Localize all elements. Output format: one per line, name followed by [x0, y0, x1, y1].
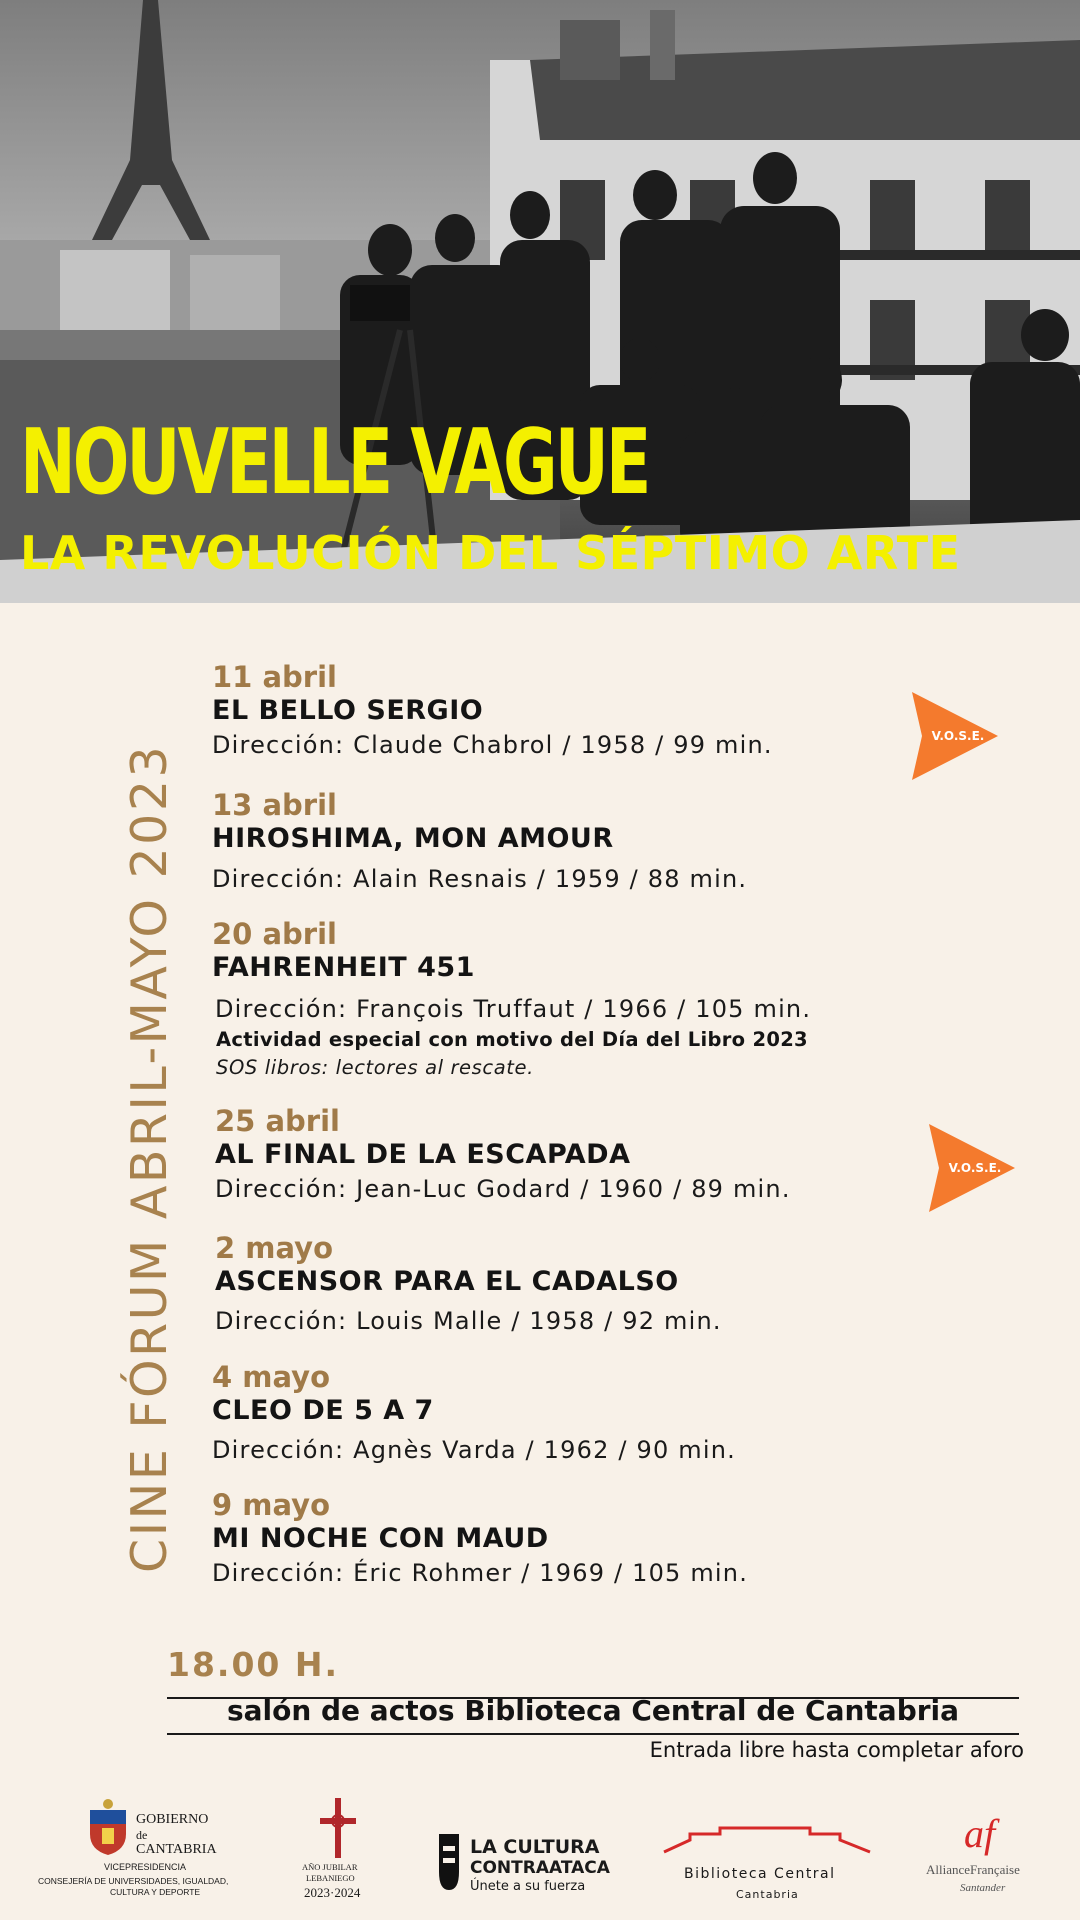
program-date: 13 abril: [212, 788, 337, 822]
venue-rule-bottom: [167, 1733, 1019, 1735]
program-film-title: HIROSHIMA, MON AMOUR: [212, 823, 614, 854]
program-item-4: [215, 1104, 895, 1206]
program-item-3: [212, 917, 892, 1082]
program-direction: Dirección: Agnès Varda / 1962 / 90 min.: [212, 1436, 736, 1464]
program-date: 9 mayo: [212, 1488, 330, 1522]
program-date: 2 mayo: [215, 1231, 333, 1265]
program-date: 4 mayo: [212, 1360, 330, 1394]
entry-note: Entrada libre hasta completar aforo: [649, 1738, 1024, 1762]
program-special-note: Actividad especial con motivo del Día del Libro 2023: [216, 1028, 808, 1051]
program-film-title: FAHRENHEIT 451: [212, 952, 475, 983]
program-item-7: [212, 1488, 892, 1590]
cultura-contraataca-logo: LA CULTURA CONTRAATACA Únete a su fuerza: [436, 1834, 616, 1894]
program-item-2: [212, 788, 892, 896]
venue: salón de actos Biblioteca Central de Cantabria: [226, 1694, 960, 1727]
af-mark: af: [964, 1811, 996, 1856]
vose-badge: [912, 692, 998, 780]
program-date: 11 abril: [212, 660, 337, 694]
biblioteca-central-logo: Biblioteca Central Cantabria: [660, 1826, 880, 1906]
vose-badge: [929, 1124, 1015, 1212]
program-direction: Dirección: Éric Rohmer / 1969 / 105 min.: [212, 1559, 749, 1587]
program-date: 25 abril: [215, 1104, 340, 1138]
coat-of-arms-icon: [86, 1798, 130, 1856]
program-film-title: ASCENSOR PARA EL CADALSO: [215, 1266, 679, 1297]
program-item-6: [212, 1360, 892, 1467]
program-film-title: AL FINAL DE LA ESCAPADA: [215, 1139, 631, 1170]
program-film-title: CLEO DE 5 A 7: [212, 1395, 434, 1426]
cross-icon: [318, 1798, 358, 1858]
program-direction: Dirección: François Truffaut / 1966 / 105 min.: [215, 995, 812, 1023]
alliance-francaise-logo: af AllianceFrançaise Santander: [926, 1811, 1020, 1894]
vose-label: V.O.S.E.: [931, 729, 985, 743]
ano-jubilar-logo: AÑO JUBILAR LEBANIEGO 2023·2024: [296, 1798, 386, 1908]
program-item-1: [212, 660, 892, 762]
program-item-5: [215, 1231, 895, 1338]
program-direction: Dirección: Alain Resnais / 1959 / 88 min.: [212, 865, 748, 893]
hero-subtitle: LA REVOLUCIÓN DEL SÉPTIMO ARTE: [20, 526, 961, 580]
mask-icon: [436, 1834, 462, 1890]
session-time: 18.00 H.: [167, 1645, 340, 1684]
program-direction: Dirección: Louis Malle / 1958 / 92 min.: [215, 1307, 722, 1335]
vose-label: V.O.S.E.: [948, 1161, 1002, 1175]
program-date: 20 abril: [212, 917, 337, 951]
program-film-title: MI NOCHE CON MAUD: [212, 1523, 549, 1554]
hero-title: NOUVELLE VAGUE: [20, 410, 649, 515]
hero-photo: [0, 0, 1080, 603]
program-special-subnote: SOS libros: lectores al rescate.: [216, 1056, 534, 1079]
building-outline-icon: [660, 1826, 880, 1860]
gobierno-cantabria-logo: GOBIERNO de CANTABRIA VICEPRESIDENCIA CONSEJERÍA DE UNIVERSIDADES, IGUALDAD, CULTURA Y DEPORTE: [36, 1798, 266, 1908]
side-title: CINE FÓRUM ABRIL-MAYO 2023: [121, 743, 178, 1573]
program-film-title: EL BELLO SERGIO: [212, 695, 484, 726]
program-direction: Dirección: Claude Chabrol / 1958 / 99 min.: [212, 731, 773, 759]
program-direction: Dirección: Jean-Luc Godard / 1960 / 89 min.: [215, 1175, 791, 1203]
